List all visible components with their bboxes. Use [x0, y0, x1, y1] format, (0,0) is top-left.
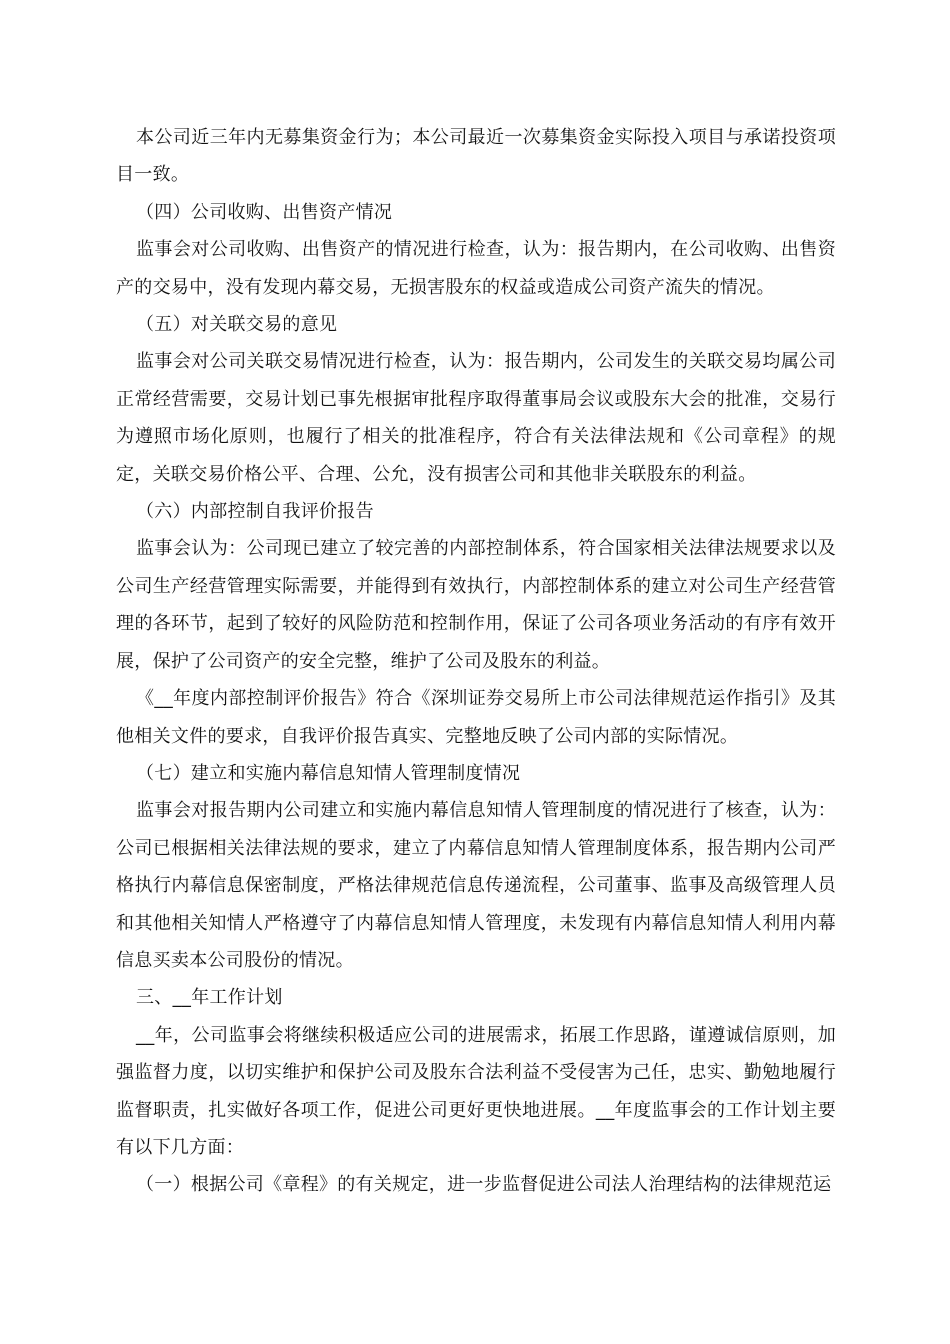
paragraph-insider-info: 监事会对报告期内公司建立和实施内幕信息知情人管理制度的情况进行了核查，认为：公司已根据相关法律法规的要求，建立了内幕信息知情人管理制度体系，报告期内公司严格执行内幕信息保密制度，严格法律规范信息传递流程，公司董事、监事及高级管理人员和其他相关知情人严格遵守了内幕信息知情人管理度，未发现有内幕信息知情人利用内幕信息买卖本公司股份的情况。	[116, 800, 836, 971]
list-item-plan-1: （一）根据公司《章程》的有关规定，进一步监督促进公司法人治理结构的法律规范运	[136, 1174, 832, 1196]
paragraph-asset-acquisition: 监事会对公司收购、出售资产的情况进行检查，认为：报告期内，在公司收购、出售资产的交易中，没有发现内幕交易，无损害股东的权益或造成公司资产流失的情况。	[116, 239, 836, 298]
section-heading-related-transactions: （五）对关联交易的意见	[136, 314, 338, 336]
paragraph-internal-control: 监事会认为：公司现已建立了较完善的内部控制体系，符合国家相关法律法规要求以及公司生产经营管理实际需要，并能得到有效执行，内部控制体系的建立对公司生产经营管理的各环节，起到了较好的风险防范和控制作用，保证了公司各项业务活动的有序有效开展，保护了公司资产的安全完整，维护了公司及股东的利益。	[116, 538, 836, 672]
document-page	[116, 119, 836, 1204]
section-heading-work-plan: 三、__年工作计划	[136, 987, 283, 1009]
section-heading-internal-control: （六）内部控制自我评价报告	[136, 501, 374, 523]
section-heading-asset-acquisition: （四）公司收购、出售资产情况	[136, 201, 393, 223]
paragraph-work-plan: __年，公司监事会将继续积极适应公司的进展需求，拓展工作思路，谨遵诚信原则，加强监督力度，以切实维护和保护公司及股东合法利益不受侵害为己任，忠实、勤勉地履行监督职责，扎实做好各项工作，促进公司更好更快地进展。__年度监事会的工作计划主要有以下几方面：	[116, 1024, 836, 1158]
paragraph-internal-control-report: 《__年度内部控制评价报告》符合《深圳证券交易所上市公司法律规范运作指引》及其他相关文件的要求，自我评价报告真实、完整地反映了公司内部的实际情况。	[116, 688, 836, 747]
section-heading-insider-info: （七）建立和实施内幕信息知情人管理制度情况	[136, 762, 521, 784]
paragraph-fundraising: 本公司近三年内无募集资金行为；本公司最近一次募集资金实际投入项目与承诺投资项目一致。	[116, 127, 836, 186]
paragraph-related-transactions: 监事会对公司关联交易情况进行检查，认为：报告期内，公司发生的关联交易均属公司正常经营需要，交易计划已事先根据审批程序取得董事局会议或股东大会的批准，交易行为遵照市场化原则，也履行了相关的批准程序，符合有关法律法规和《公司章程》的规定，关联交易价格公平、合理、公允，没有损害公司和其他非关联股东的利益。	[116, 351, 836, 485]
